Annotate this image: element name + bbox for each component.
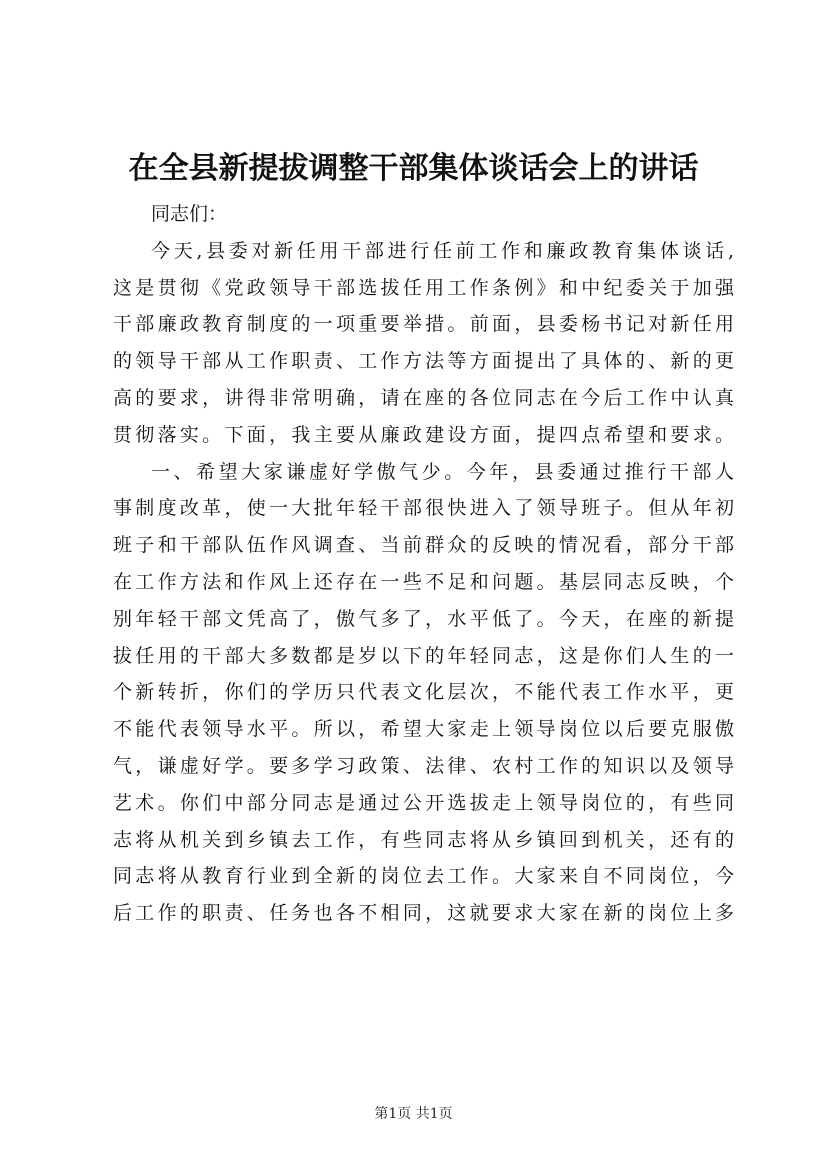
text-line: 后工作的职责、任务也各不相同，这就要求大家在新的岗位上多 [113,902,734,925]
text-line: 同志们： [151,203,228,225]
text-line: 别年轻干部文凭高了，傲气多了，水平低了。今天，在座的新提 [113,607,734,630]
text-line: 不能代表领导水平。所以，希望大家走上领导岗位以后要克服傲 [113,718,734,741]
page-prefix: 第 [374,1106,389,1122]
text-line: 在工作方法和作风上还存在一些不足和问题。基层同志反映，个 [113,570,734,593]
text-line: 拔任用的干部大多数都是岁以下的年轻同志，这是你们人生的一 [113,644,734,667]
text-line: 艺术。你们中部分同志是通过公开选拔走上领导岗位的，有些同 [113,791,734,814]
page-total: 1 [429,1106,439,1122]
text-line: 班子和干部队伍作风调查、当前群众的反映的情况看，部分干部 [113,534,734,557]
document-body [113,196,734,932]
text-line: 干部廉政教育制度的一项重要举措。前面，县委杨书记对新任用 [113,313,734,336]
page-footer [0,1104,827,1124]
text-line: 的领导干部从工作职责、工作方法等方面提出了具体的、新的更 [113,350,734,373]
text-line: 气，谦虚好学。要多学习政策、法律、农村工作的知识以及领导 [113,754,734,777]
text-line: 高的要求，讲得非常明确，请在座的各位同志在今后工作中认真 [113,386,734,409]
text-line: 事制度改革，使一大批年轻干部很快进入了领导班子。但从年初 [113,497,734,520]
page-suffix: 页 [397,1106,412,1122]
total-prefix: 共 [415,1106,430,1122]
document-title: 在全县新提拔调整干部集体谈话会上的讲话 [128,151,699,186]
text-line: 贯彻落实。下面，我主要从廉政建设方面，提四点希望和要求。 [113,423,734,446]
page-current: 1 [388,1106,398,1122]
text-line: 今天,县委对新任用干部进行任前工作和廉政教育集体谈话, [151,239,734,262]
text-line: 同志将从教育行业到全新的岗位去工作。大家来自不同岗位，今 [113,865,734,888]
text-line: 志将从机关到乡镇去工作，有些同志将从乡镇回到机关，还有的 [113,828,734,851]
text-line: 个新转折，你们的学历只代表文化层次，不能代表工作水平，更 [113,681,734,704]
text-line: 一、希望大家谦虚好学傲气少。今年，县委通过推行干部人 [151,460,734,483]
text-line: 这是贯彻《党政领导干部选拔任用工作条例》和中纪委关于加强 [113,276,734,299]
total-suffix: 页 [438,1106,453,1122]
